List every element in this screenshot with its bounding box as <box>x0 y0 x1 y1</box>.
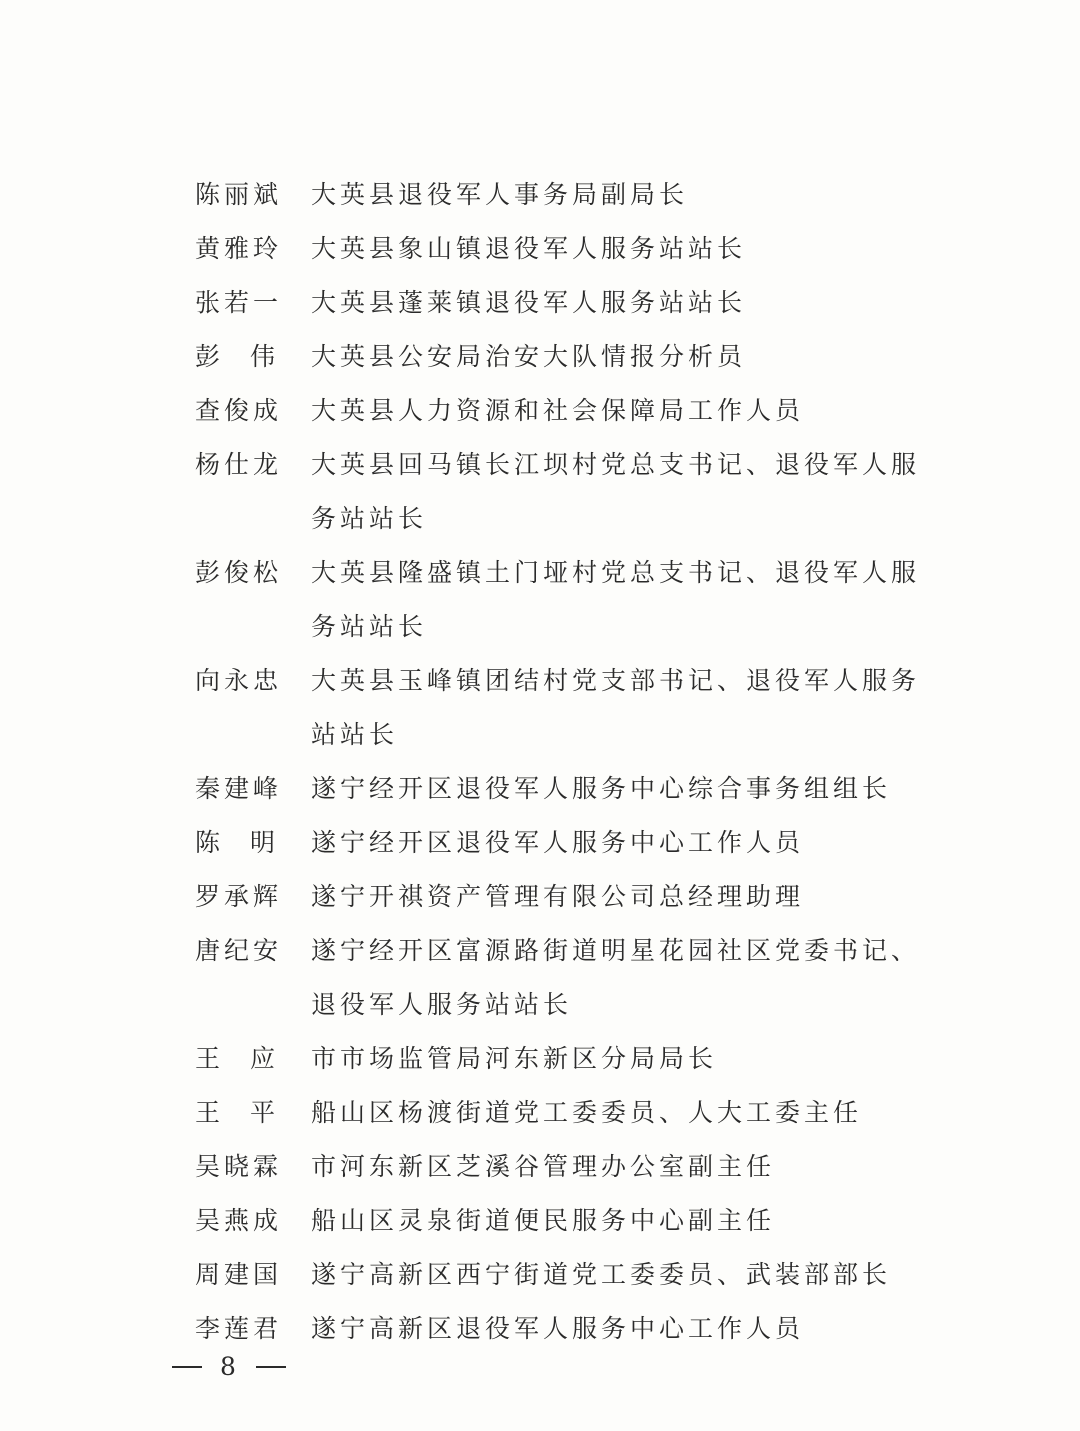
list-item <box>195 762 975 816</box>
person-title: 大英县退役军人事务局副局长 <box>311 180 689 209</box>
person-title: 大英县回马镇长江坝村党总支书记、退役军人服务站站长 <box>311 450 921 533</box>
person-name <box>195 1086 311 1140</box>
person-title: 船山区杨渡街道党工委委员、人大工委主任 <box>311 1098 863 1127</box>
person-name-part: 明 <box>249 828 279 857</box>
list-item <box>195 1302 975 1356</box>
person-title: 市市场监管局河东新区分局局长 <box>311 1044 718 1073</box>
person-name: 查俊成 <box>195 396 283 425</box>
person-name-part: 应 <box>249 1044 279 1073</box>
footer-dash-right <box>256 1366 286 1368</box>
person-name: 向永忠 <box>195 666 283 695</box>
person-name-part: 彭 <box>195 342 225 371</box>
list-item <box>195 870 975 924</box>
person-name: 张若一 <box>195 288 283 317</box>
person-name: 陈丽斌 <box>195 180 283 209</box>
person-name-part: 王 <box>195 1044 225 1073</box>
list-item <box>195 654 975 762</box>
person-title: 大英县隆盛镇土门垭村党总支书记、退役军人服务站站长 <box>311 558 921 641</box>
person-title: 大英县人力资源和社会保障局工作人员 <box>311 396 805 425</box>
person-title: 大英县象山镇退役军人服务站站长 <box>311 234 747 263</box>
person-name-part: 王 <box>195 1098 225 1127</box>
person-name: 彭俊松 <box>195 558 283 587</box>
list-item <box>195 168 975 222</box>
person-title: 大英县玉峰镇团结村党支部书记、退役军人服务站站长 <box>311 666 921 749</box>
page-footer <box>172 1352 286 1381</box>
footer-dash-left <box>172 1366 202 1368</box>
list-item <box>195 924 975 1032</box>
person-title: 遂宁经开区退役军人服务中心工作人员 <box>311 828 805 857</box>
person-name: 李莲君 <box>195 1314 283 1343</box>
list-item <box>195 1194 975 1248</box>
list-item <box>195 222 975 276</box>
person-title: 市河东新区芝溪谷管理办公室副主任 <box>311 1152 776 1181</box>
person-title: 遂宁高新区退役军人服务中心工作人员 <box>311 1314 805 1343</box>
person-name: 黄雅玲 <box>195 234 283 263</box>
person-title: 遂宁经开区富源路街道明星花园社区党委书记、退役军人服务站站长 <box>311 936 921 1019</box>
list-item <box>195 384 975 438</box>
list-item <box>195 1248 975 1302</box>
person-name-part: 伟 <box>249 342 279 371</box>
person-name: 杨仕龙 <box>195 450 283 479</box>
person-title: 大英县公安局治安大队情报分析员 <box>311 342 747 371</box>
list-item <box>195 1032 975 1086</box>
page-number: 8 <box>220 1352 238 1381</box>
list-item <box>195 276 975 330</box>
person-title: 遂宁高新区西宁街道党工委委员、武装部部长 <box>311 1260 892 1289</box>
person-name <box>195 1032 311 1086</box>
person-name: 周建国 <box>195 1260 283 1289</box>
list-item <box>195 546 975 654</box>
list-item <box>195 330 975 384</box>
person-name: 秦建峰 <box>195 774 283 803</box>
person-name-part: 平 <box>249 1098 279 1127</box>
person-name-part: 陈 <box>195 828 225 857</box>
person-name: 罗承辉 <box>195 882 283 911</box>
person-title: 遂宁开祺资产管理有限公司总经理助理 <box>311 882 805 911</box>
personnel-list <box>195 168 975 1356</box>
person-title: 遂宁经开区退役军人服务中心综合事务组组长 <box>311 774 892 803</box>
person-name <box>195 330 311 384</box>
person-name: 吴燕成 <box>195 1206 283 1235</box>
person-title: 船山区灵泉街道便民服务中心副主任 <box>311 1206 776 1235</box>
person-name <box>195 816 311 870</box>
person-title: 大英县蓬莱镇退役军人服务站站长 <box>311 288 747 317</box>
list-item <box>195 438 975 546</box>
list-item <box>195 1086 975 1140</box>
list-item <box>195 1140 975 1194</box>
person-name: 唐纪安 <box>195 936 283 965</box>
person-name: 吴晓霖 <box>195 1152 283 1181</box>
list-item <box>195 816 975 870</box>
